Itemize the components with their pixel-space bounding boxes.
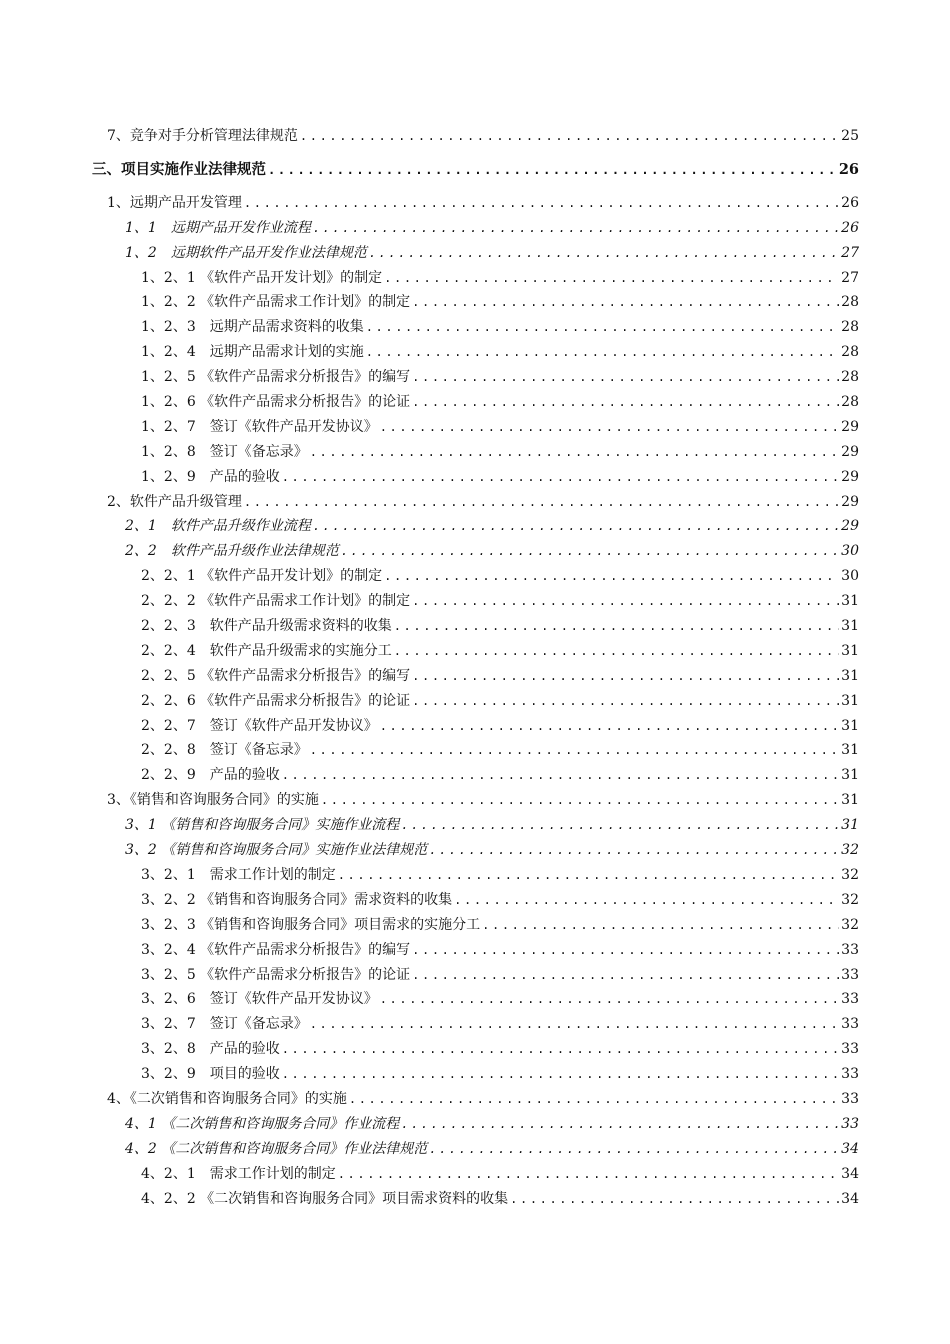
toc-entry[interactable] bbox=[0, 614, 950, 639]
toc-entry-label: 3、《销售和咨询服务合同》的实施 bbox=[107, 792, 319, 809]
toc-entry-label: 3、2、8 产品的验收 bbox=[141, 1041, 280, 1058]
toc-leader-dots bbox=[412, 290, 839, 315]
toc-entry-page: 34 bbox=[841, 1190, 859, 1207]
toc-entry-label: 3、2、5 《软件产品需求分析报告》的论证 bbox=[141, 966, 411, 983]
toc-entry-label: 2、1 软件产品升级作业流程 bbox=[125, 518, 311, 535]
toc-entry-label: 2、2 软件产品升级作业法律规范 bbox=[125, 543, 339, 560]
toc-entry[interactable] bbox=[0, 763, 950, 788]
toc-leader-dots bbox=[401, 1112, 839, 1137]
toc-entry[interactable] bbox=[0, 714, 950, 739]
toc-entry[interactable] bbox=[0, 514, 950, 539]
toc-entry-label: 1、2、4 远期产品需求计划的实施 bbox=[141, 344, 364, 361]
toc-leader-dots bbox=[380, 987, 839, 1012]
toc-entry-label: 1、2、1 《软件产品开发计划》的制定 bbox=[141, 269, 383, 286]
toc-entry-page: 26 bbox=[838, 160, 859, 178]
toc-leader-dots bbox=[429, 1137, 839, 1162]
toc-entry[interactable] bbox=[0, 564, 950, 589]
toc-entry[interactable] bbox=[0, 788, 950, 813]
toc-leader-dots bbox=[366, 340, 839, 365]
toc-leader-dots bbox=[380, 714, 839, 739]
toc-entry-label: 4、2 《二次销售和咨询服务合同》作业法律规范 bbox=[125, 1140, 428, 1157]
toc-entry-label: 3、2、7 签订《备忘录》 bbox=[141, 1016, 308, 1033]
toc-entry[interactable] bbox=[0, 639, 950, 664]
toc-entry-page: 28 bbox=[841, 394, 859, 411]
toc-entry-label: 2、2、2 《软件产品需求工作计划》的制定 bbox=[141, 593, 411, 610]
toc-entry-label: 2、软件产品升级管理 bbox=[107, 493, 242, 510]
toc-leader-dots bbox=[349, 1087, 839, 1112]
toc-entry-label: 2、2、4 软件产品升级需求的实施分工 bbox=[141, 642, 392, 659]
toc-entry-label: 1、2 远期软件产品开发作业法律规范 bbox=[125, 244, 367, 261]
toc-entry-label: 1、2、3 远期产品需求资料的收集 bbox=[141, 319, 364, 336]
toc-leader-dots bbox=[482, 913, 839, 938]
toc-entry-label: 三、项目实施作业法律规范 bbox=[92, 160, 266, 178]
toc-entry[interactable] bbox=[0, 440, 950, 465]
toc-entry[interactable] bbox=[0, 490, 950, 515]
toc-entry[interactable] bbox=[0, 813, 950, 838]
toc-entry-label: 1、2、9 产品的验收 bbox=[141, 468, 280, 485]
toc-leader-dots bbox=[310, 440, 839, 465]
toc-entry-page: 33 bbox=[841, 1115, 859, 1132]
toc-entry-page: 28 bbox=[841, 294, 859, 311]
toc-entry-label: 4、2、2 《二次销售和咨询服务合同》项目需求资料的收集 bbox=[141, 1190, 509, 1207]
toc-entry[interactable] bbox=[0, 913, 950, 938]
toc-entry[interactable] bbox=[0, 1012, 950, 1037]
toc-entry[interactable] bbox=[0, 987, 950, 1012]
toc-entry-label: 3、2 《销售和咨询服务合同》实施作业法律规范 bbox=[125, 842, 428, 859]
toc-entry-page: 27 bbox=[841, 244, 859, 261]
toc-entry-page: 31 bbox=[841, 692, 859, 709]
toc-entry[interactable] bbox=[0, 888, 950, 913]
toc-entry-page: 32 bbox=[841, 866, 859, 883]
toc-entry[interactable] bbox=[0, 589, 950, 614]
toc-leader-dots bbox=[268, 149, 837, 191]
toc-entry-page: 33 bbox=[841, 1090, 859, 1107]
toc-leader-dots bbox=[412, 664, 839, 689]
toc-entry-page: 29 bbox=[841, 493, 859, 510]
toc-entry[interactable] bbox=[0, 290, 950, 315]
toc-entry[interactable] bbox=[0, 390, 950, 415]
toc-entry-page: 33 bbox=[841, 966, 859, 983]
toc-entry-label: 3、2、6 签订《软件产品开发协议》 bbox=[141, 991, 378, 1008]
toc-leader-dots bbox=[282, 1037, 839, 1062]
toc-entry[interactable] bbox=[0, 315, 950, 340]
toc-entry[interactable] bbox=[0, 1087, 950, 1112]
toc-entry-page: 31 bbox=[841, 742, 859, 759]
toc-entry-page: 31 bbox=[841, 767, 859, 784]
toc-entry[interactable] bbox=[0, 149, 950, 191]
toc-entry-page: 29 bbox=[841, 518, 859, 535]
toc-leader-dots bbox=[338, 1162, 839, 1187]
toc-entry-page: 34 bbox=[841, 1165, 859, 1182]
toc-entry[interactable] bbox=[0, 216, 950, 241]
toc-entry-label: 3、2、2 《销售和咨询服务合同》需求资料的收集 bbox=[141, 891, 453, 908]
toc-entry[interactable] bbox=[0, 539, 950, 564]
toc-entry-label: 3、2、3 《销售和咨询服务合同》项目需求的实施分工 bbox=[141, 916, 481, 933]
toc-leader-dots bbox=[429, 838, 839, 863]
toc-entry-page: 32 bbox=[841, 842, 859, 859]
toc-entry[interactable] bbox=[0, 415, 950, 440]
toc-entry[interactable] bbox=[0, 365, 950, 390]
toc-entry-page: 31 bbox=[841, 817, 859, 834]
toc-entry[interactable] bbox=[0, 738, 950, 763]
toc-entry[interactable] bbox=[0, 664, 950, 689]
toc-leader-dots bbox=[412, 589, 839, 614]
toc-leader-dots bbox=[380, 415, 839, 440]
toc-entry-label: 4、2、1 需求工作计划的制定 bbox=[141, 1165, 336, 1182]
toc-entry-page: 27 bbox=[841, 269, 859, 286]
toc-leader-dots bbox=[384, 564, 839, 589]
toc-entry-label: 3、2、4 《软件产品需求分析报告》的编写 bbox=[141, 941, 411, 958]
toc-entry-label: 2、2、5 《软件产品需求分析报告》的编写 bbox=[141, 667, 411, 684]
toc-leader-dots bbox=[338, 863, 839, 888]
toc-entry[interactable] bbox=[0, 266, 950, 291]
toc-entry[interactable] bbox=[0, 938, 950, 963]
toc-entry-label: 2、2、1 《软件产品开发计划》的制定 bbox=[141, 568, 383, 585]
toc-entry-page: 29 bbox=[841, 468, 859, 485]
toc-entry-page: 33 bbox=[841, 1066, 859, 1083]
toc-entry-page: 30 bbox=[841, 568, 859, 585]
toc-entry[interactable] bbox=[0, 241, 950, 266]
toc-entry-page: 25 bbox=[841, 128, 859, 144]
toc-entry[interactable] bbox=[0, 963, 950, 988]
toc-leader-dots bbox=[341, 539, 839, 564]
toc-entry-label: 1、2、5 《软件产品需求分析报告》的编写 bbox=[141, 369, 411, 386]
toc-leader-dots bbox=[313, 216, 839, 241]
toc-entry-label: 3、2、1 需求工作计划的制定 bbox=[141, 866, 336, 883]
toc-entry-page: 33 bbox=[841, 1041, 859, 1058]
toc-leader-dots bbox=[244, 191, 839, 216]
toc-leader-dots bbox=[394, 639, 839, 664]
toc-entry-page: 32 bbox=[841, 891, 859, 908]
toc-entry-label: 7、竞争对手分析管理法律规范 bbox=[107, 128, 298, 144]
toc-leader-dots bbox=[510, 1187, 839, 1212]
toc-leader-dots bbox=[366, 315, 839, 340]
toc-entry-page: 29 bbox=[841, 418, 859, 435]
toc-entry-label: 1、2、6 《软件产品需求分析报告》的论证 bbox=[141, 394, 411, 411]
toc-entry-page: 33 bbox=[841, 1016, 859, 1033]
toc-entry[interactable] bbox=[0, 689, 950, 714]
toc-leader-dots bbox=[384, 266, 839, 291]
toc-entry[interactable] bbox=[0, 340, 950, 365]
toc-entry-page: 31 bbox=[841, 667, 859, 684]
toc-entry-page: 26 bbox=[841, 194, 859, 211]
toc-entry-label: 1、2、2 《软件产品需求工作计划》的制定 bbox=[141, 294, 411, 311]
toc-entry[interactable] bbox=[0, 838, 950, 863]
toc-entry[interactable] bbox=[0, 1162, 950, 1187]
toc-leader-dots bbox=[244, 490, 839, 515]
toc-leader-dots bbox=[412, 390, 839, 415]
toc-entry[interactable] bbox=[0, 1062, 950, 1087]
toc-entry[interactable] bbox=[0, 191, 950, 216]
toc-entry-page: 31 bbox=[841, 618, 859, 635]
toc-leader-dots bbox=[412, 963, 839, 988]
toc-entry-label: 2、2、7 签订《软件产品开发协议》 bbox=[141, 717, 378, 734]
toc-entry-page: 28 bbox=[841, 344, 859, 361]
toc-entry-page: 28 bbox=[841, 319, 859, 336]
toc-leader-dots bbox=[401, 813, 839, 838]
toc-leader-dots bbox=[300, 124, 839, 149]
toc-entry[interactable] bbox=[0, 1112, 950, 1137]
toc-entry-page: 33 bbox=[841, 991, 859, 1008]
toc-entry[interactable] bbox=[0, 124, 950, 149]
toc-entry-label: 3、1 《销售和咨询服务合同》实施作业流程 bbox=[125, 817, 400, 834]
toc-leader-dots bbox=[412, 365, 839, 390]
toc-entry-page: 33 bbox=[841, 941, 859, 958]
toc-leader-dots bbox=[454, 888, 839, 913]
toc-leader-dots bbox=[282, 763, 839, 788]
toc-entry-page: 30 bbox=[841, 543, 859, 560]
toc-leader-dots bbox=[282, 1062, 839, 1087]
toc-entry-label: 1、2、8 签订《备忘录》 bbox=[141, 443, 308, 460]
toc-entry-page: 34 bbox=[841, 1140, 859, 1157]
toc-leader-dots bbox=[313, 514, 839, 539]
toc-leader-dots bbox=[282, 465, 839, 490]
toc-entry-page: 29 bbox=[841, 443, 859, 460]
toc-entry-label: 2、2、3 软件产品升级需求资料的收集 bbox=[141, 618, 392, 635]
table-of-contents bbox=[0, 124, 950, 1211]
toc-entry-page: 28 bbox=[841, 369, 859, 386]
toc-entry-page: 31 bbox=[841, 642, 859, 659]
toc-leader-dots bbox=[310, 1012, 839, 1037]
toc-entry-label: 1、1 远期产品开发作业流程 bbox=[125, 219, 311, 236]
toc-entry-label: 1、2、7 签订《软件产品开发协议》 bbox=[141, 418, 378, 435]
toc-entry-label: 3、2、9 项目的验收 bbox=[141, 1066, 280, 1083]
toc-leader-dots bbox=[394, 614, 839, 639]
toc-entry-label: 2、2、8 签订《备忘录》 bbox=[141, 742, 308, 759]
toc-entry-page: 26 bbox=[841, 219, 859, 236]
toc-entry[interactable] bbox=[0, 1137, 950, 1162]
toc-leader-dots bbox=[412, 938, 839, 963]
toc-leader-dots bbox=[412, 689, 839, 714]
toc-entry-page: 31 bbox=[841, 717, 859, 734]
toc-entry-label: 4、《二次销售和咨询服务合同》的实施 bbox=[107, 1090, 347, 1107]
toc-leader-dots bbox=[321, 788, 839, 813]
toc-entry-page: 31 bbox=[841, 792, 859, 809]
toc-entry-label: 2、2、9 产品的验收 bbox=[141, 767, 280, 784]
toc-entry-label: 4、1 《二次销售和咨询服务合同》作业流程 bbox=[125, 1115, 400, 1132]
toc-entry[interactable] bbox=[0, 1037, 950, 1062]
toc-entry[interactable] bbox=[0, 863, 950, 888]
toc-leader-dots bbox=[310, 738, 839, 763]
toc-entry-label: 2、2、6 《软件产品需求分析报告》的论证 bbox=[141, 692, 411, 709]
toc-entry-page: 32 bbox=[841, 916, 859, 933]
toc-entry-page: 31 bbox=[841, 593, 859, 610]
toc-leader-dots bbox=[369, 241, 839, 266]
toc-entry[interactable] bbox=[0, 1187, 950, 1212]
toc-entry-label: 1、远期产品开发管理 bbox=[107, 194, 242, 211]
toc-entry[interactable] bbox=[0, 465, 950, 490]
